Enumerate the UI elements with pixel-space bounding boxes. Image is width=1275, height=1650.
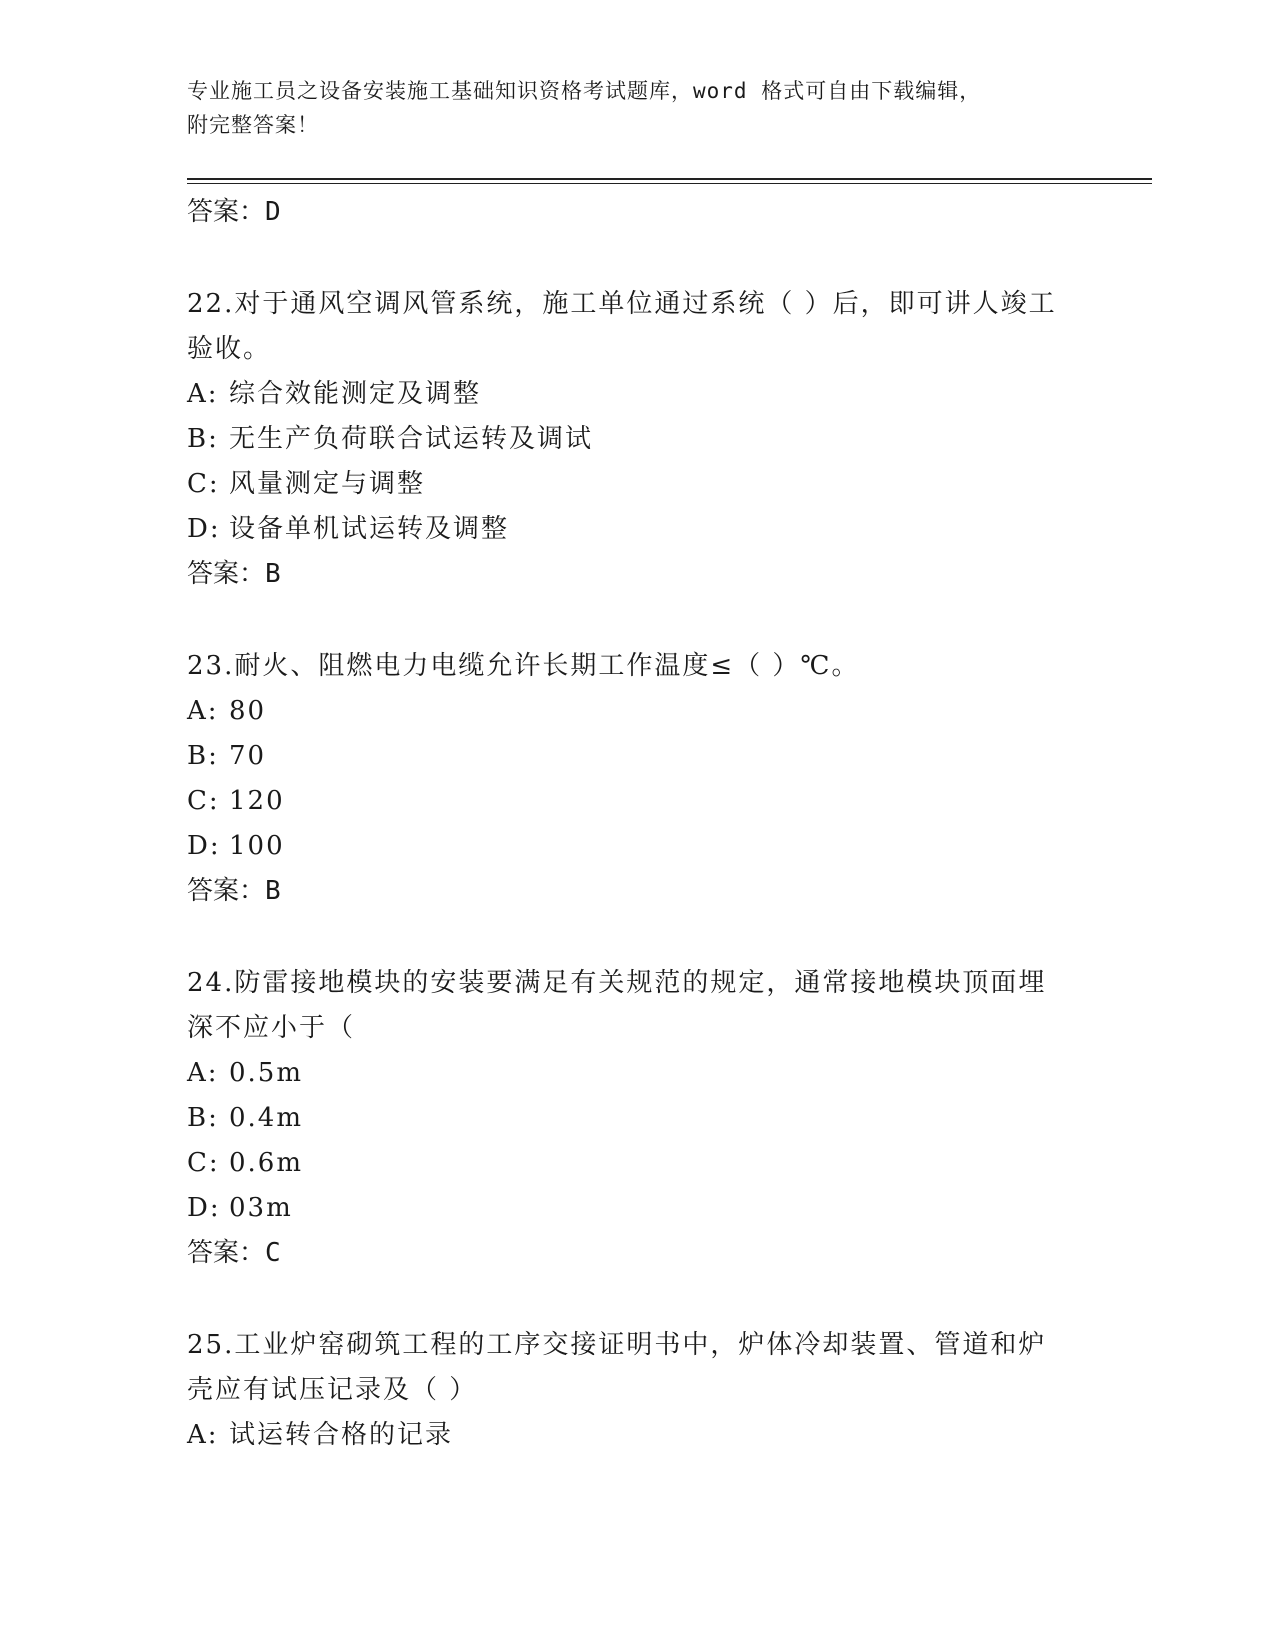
question-stem: 23.耐火、阻燃电力电缆允许长期工作温度≤（ ）℃。 <box>187 651 860 681</box>
answer-value: B <box>265 876 281 906</box>
option-key: C: <box>187 469 220 499</box>
option-a <box>187 1051 1087 1096</box>
answer-line <box>187 190 1087 234</box>
header-divider-top <box>187 178 1152 180</box>
header-divider-bottom <box>187 183 1152 184</box>
option-text: 综合效能测定及调整 <box>229 379 482 409</box>
answer-label: 答案： <box>187 559 266 589</box>
option-b <box>187 417 1087 462</box>
option-key: A: <box>187 379 219 409</box>
option-text: 设备单机试运转及调整 <box>229 514 510 544</box>
option-a <box>187 689 1087 734</box>
option-text: 无生产负荷联合试运转及调试 <box>229 424 594 454</box>
answer-label: 答案： <box>187 1238 266 1268</box>
option-text: 03m <box>229 1193 293 1223</box>
option-text: 120 <box>229 786 285 816</box>
answer-line <box>187 1231 1087 1275</box>
option-key: D: <box>187 1193 221 1223</box>
option-text: 80 <box>229 696 267 726</box>
option-key: D: <box>187 831 221 861</box>
option-c <box>187 779 1087 824</box>
answer-line <box>187 869 1087 913</box>
document-header <box>187 74 1087 142</box>
header-line-1: 专业施工员之设备安装施工基础知识资格考试题库，word 格式可自由下载编辑， <box>187 79 982 103</box>
question-24 <box>187 961 1087 1275</box>
option-d <box>187 824 1087 869</box>
option-key: B: <box>187 424 219 454</box>
option-text: 试运转合格的记录 <box>229 1420 454 1450</box>
option-key: B: <box>187 1103 219 1133</box>
question-23 <box>187 644 1087 913</box>
option-text: 100 <box>229 831 285 861</box>
question-25 <box>187 1323 1087 1458</box>
option-b <box>187 734 1087 779</box>
option-text: 0.6m <box>229 1148 304 1178</box>
option-d <box>187 1186 1087 1231</box>
question-stem: 24.防雷接地模块的安装要满足有关规范的规定，通常接地模块顶面埋深不应小于（ <box>187 968 1047 1043</box>
answer-line <box>187 552 1087 596</box>
option-key: C: <box>187 1148 220 1178</box>
option-text: 70 <box>229 741 267 771</box>
option-key: D: <box>187 514 221 544</box>
option-key: B: <box>187 741 219 771</box>
answer-value: B <box>265 559 281 589</box>
option-key: C: <box>187 786 220 816</box>
option-key: A: <box>187 1420 219 1450</box>
option-d <box>187 507 1087 552</box>
option-text: 0.5m <box>229 1058 304 1088</box>
option-text: 风量测定与调整 <box>229 469 426 499</box>
option-b <box>187 1096 1087 1141</box>
option-a <box>187 372 1087 417</box>
header-line-2: 附完整答案！ <box>187 113 319 137</box>
answer-label: 答案： <box>187 197 266 227</box>
option-key: A: <box>187 1058 219 1088</box>
option-a <box>187 1413 1087 1458</box>
question-stem: 25.工业炉窑砌筑工程的工序交接证明书中，炉体冷却装置、管道和炉壳应有试压记录及（ ） <box>187 1330 1047 1405</box>
answer-value: D <box>265 197 281 227</box>
option-c <box>187 1141 1087 1186</box>
option-text: 0.4m <box>229 1103 304 1133</box>
answer-label: 答案： <box>187 876 266 906</box>
question-stem: 22.对于通风空调风管系统，施工单位通过系统（ ）后，即可讲人竣工验收。 <box>187 289 1057 364</box>
question-22 <box>187 282 1087 596</box>
question-list <box>187 190 1087 1458</box>
option-c <box>187 462 1087 507</box>
answer-value: C <box>265 1238 281 1268</box>
option-key: A: <box>187 696 219 726</box>
